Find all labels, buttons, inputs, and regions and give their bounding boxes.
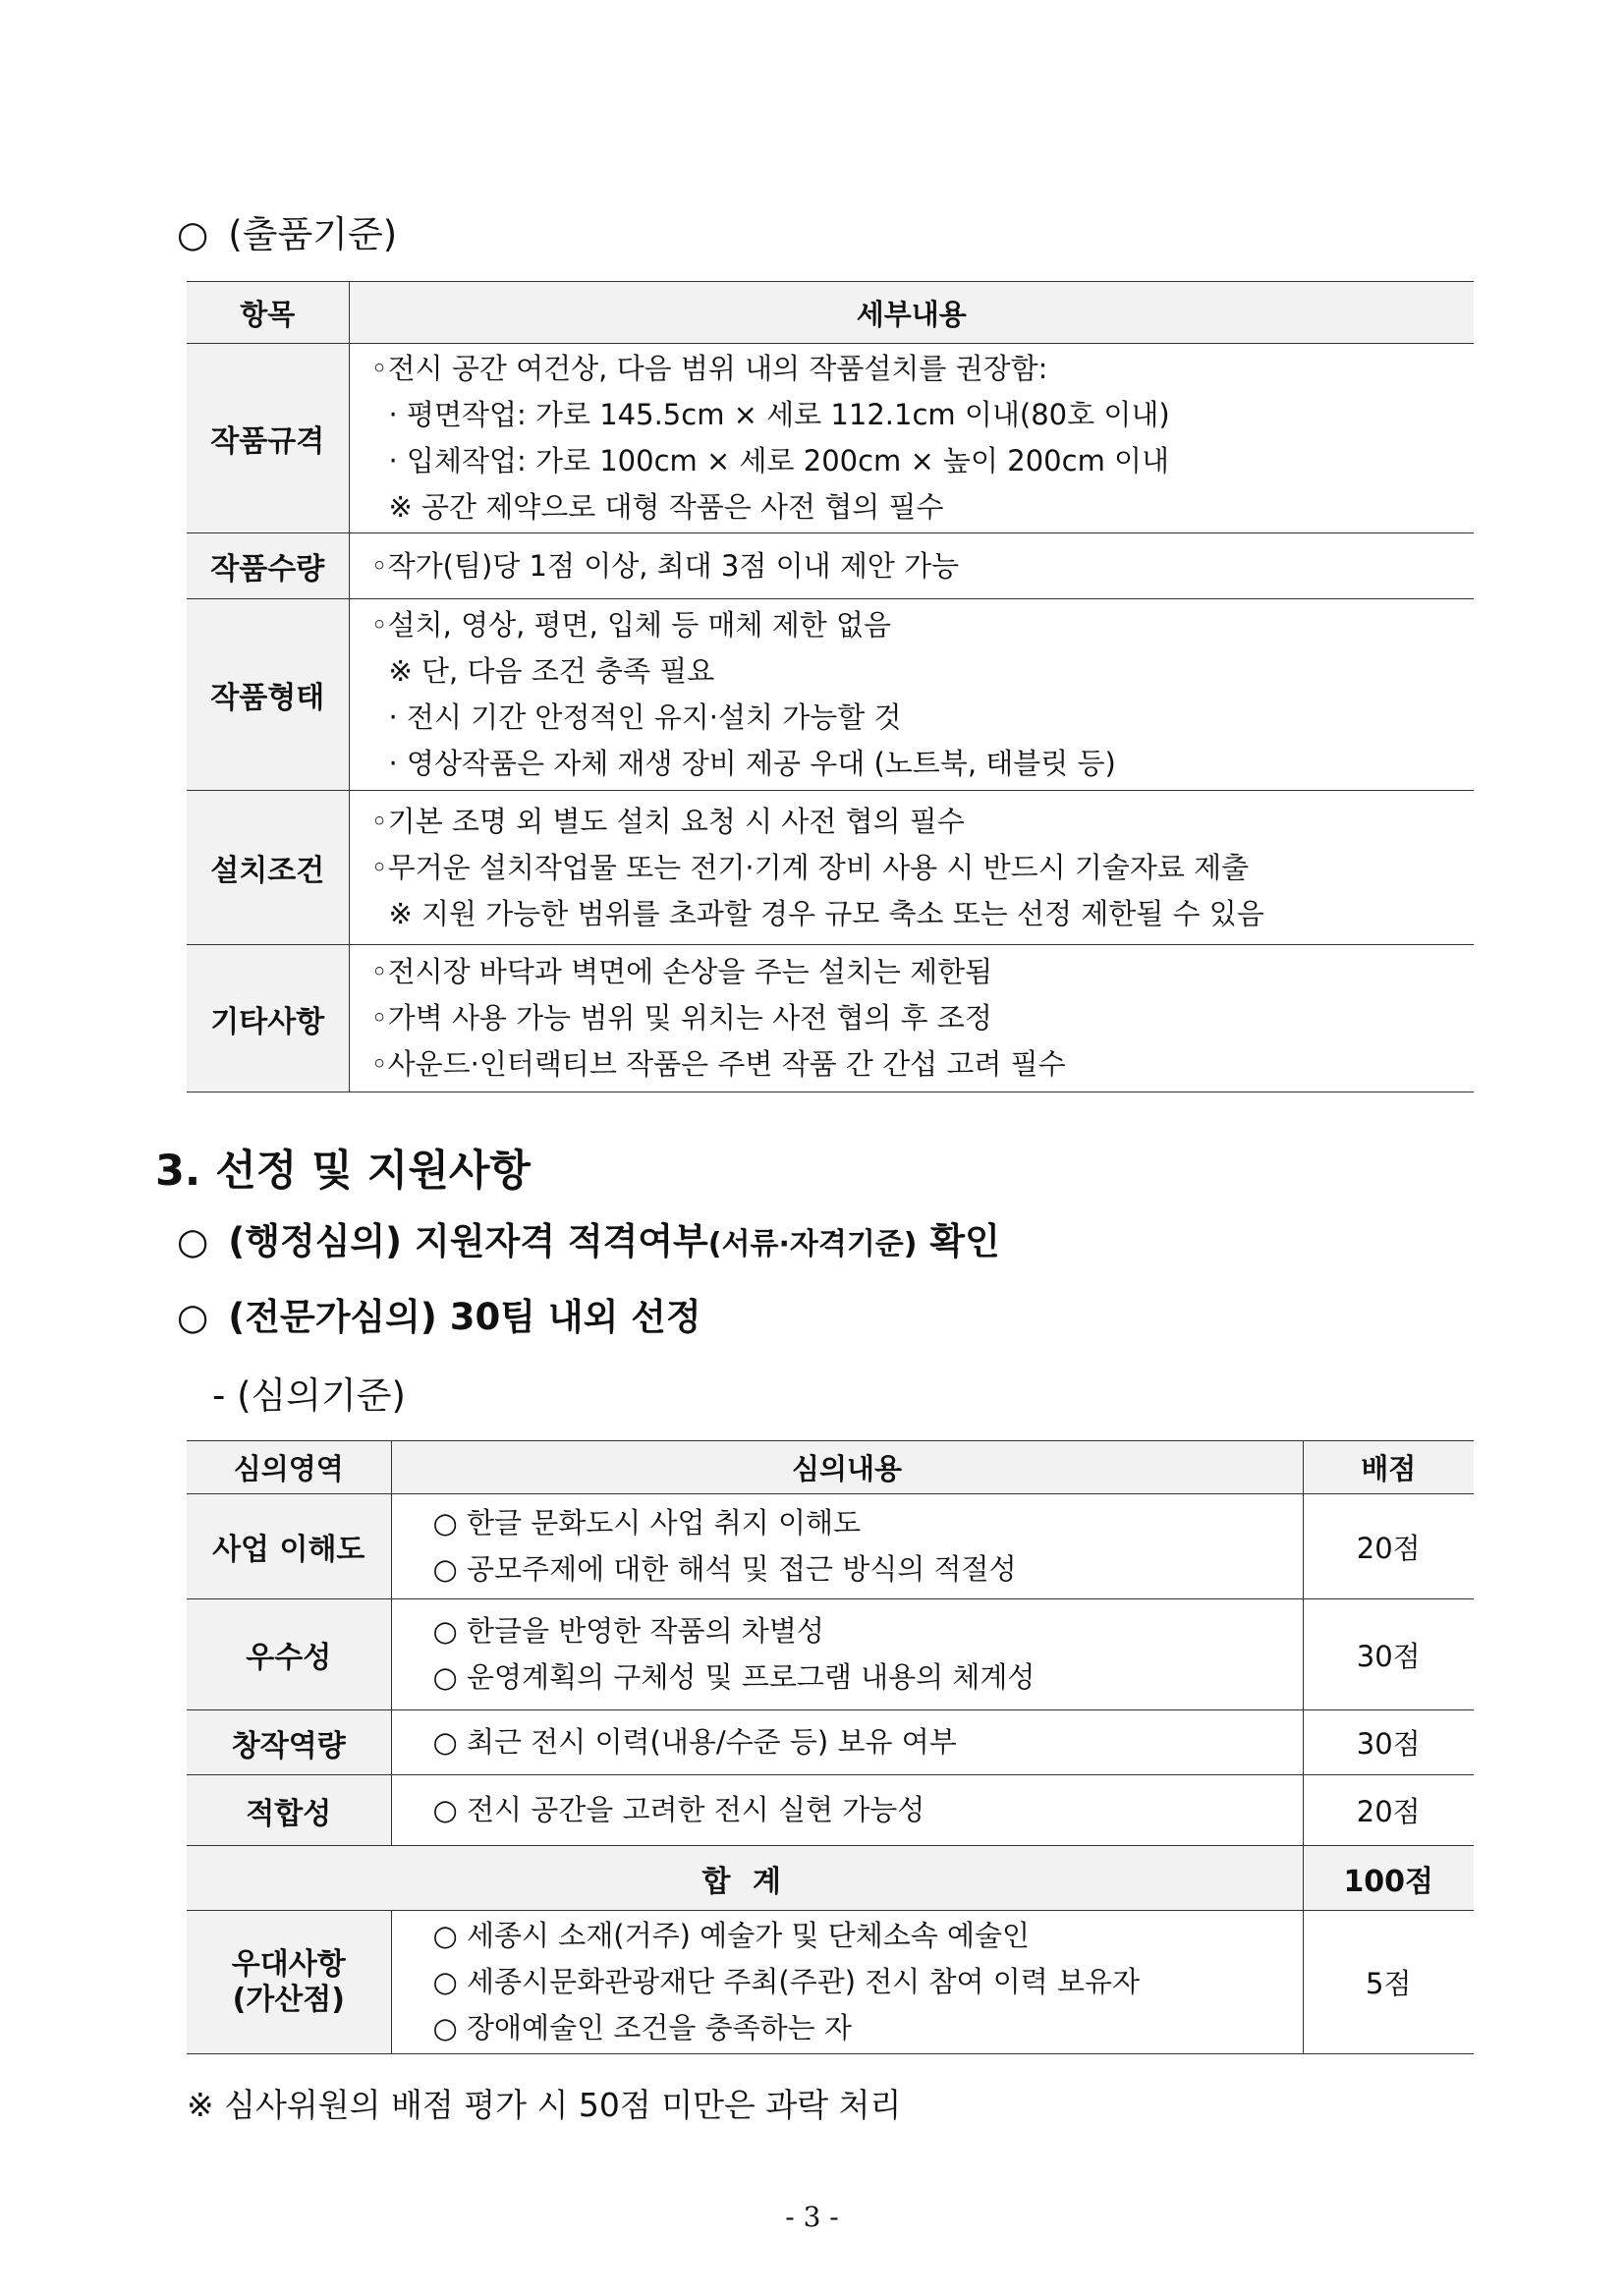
row-label: 창작역량	[187, 1710, 391, 1775]
col-header-area: 심의영역	[187, 1441, 391, 1494]
row-label: 작품규격	[187, 344, 349, 533]
row-label: 기타사항	[187, 945, 349, 1092]
circle-bullet-icon: ○	[177, 1220, 209, 1262]
col-header-content: 심의내용	[391, 1441, 1303, 1494]
cutoff-note: ※ 심사위원의 배점 평가 시 50점 미만은 과락 처리	[187, 2086, 902, 2124]
row-content: ◦설치, 영상, 평면, 입체 등 매체 제한 없음 ※ 단, 다음 조건 충족 필요 · 전시 기간 안정적인 유지·설치 가능할 것 · 영상작품은 자체 재생 장비 제공 우대 (노트북, 태블릿 등)	[349, 599, 1474, 791]
page-number: - 3 -	[785, 2201, 839, 2233]
col-header-score: 배점	[1303, 1441, 1474, 1494]
submission-criteria-table	[187, 281, 1474, 1092]
section-3-title: 3. 선정 및 지원사항	[155, 1147, 531, 1196]
row-label: 사업 이해도	[187, 1494, 391, 1599]
row-score: 20점	[1303, 1494, 1474, 1599]
review-criteria-subheading: - (심의기준)	[212, 1374, 406, 1417]
table-row	[187, 945, 1474, 1092]
admin-review-item: ○ (행정심의) 지원자격 적격여부(서류·자격기준) 확인	[177, 1220, 1000, 1262]
bonus-row	[187, 1911, 1474, 2054]
row-content: ◦전시장 바닥과 벽면에 손상을 주는 설치는 제한됨 ◦가벽 사용 가능 범위 및 위치는 사전 협의 후 조정 ◦사운드·인터랙티브 작품은 주변 작품 간 간섭 고려 필수	[349, 945, 1474, 1092]
table-header-row	[187, 282, 1474, 344]
circle-bullet-icon: ○	[177, 213, 209, 255]
row-content: ○ 전시 공간을 고려한 전시 실현 가능성	[391, 1775, 1303, 1846]
row-content: ◦작가(팀)당 1점 이상, 최대 3점 이내 제안 가능	[349, 533, 1474, 599]
review-criteria-table	[187, 1440, 1474, 2054]
table-row	[187, 1775, 1474, 1846]
total-label: 합 계	[187, 1846, 1303, 1911]
row-label: 우수성	[187, 1599, 391, 1710]
table-row	[187, 1494, 1474, 1599]
criteria-heading: ○ (출품기준)	[177, 213, 398, 255]
total-score: 100점	[1303, 1846, 1474, 1911]
table-row	[187, 599, 1474, 791]
bonus-score: 5점	[1303, 1911, 1474, 2054]
row-content: ○ 한글을 반영한 작품의 차별성 ○ 운영계획의 구체성 및 프로그램 내용의 체계성	[391, 1599, 1303, 1710]
row-score: 30점	[1303, 1599, 1474, 1710]
circle-bullet-icon: ○	[177, 1296, 209, 1338]
row-content: ○ 최근 전시 이력(내용/수준 등) 보유 여부	[391, 1710, 1303, 1775]
col-header-detail: 세부내용	[349, 282, 1474, 344]
row-score: 30점	[1303, 1710, 1474, 1775]
row-content: ◦전시 공간 여건상, 다음 범위 내의 작품설치를 권장함: · 평면작업: 가로 145.5cm × 세로 112.1cm 이내(80호 이내) · 입체작업: 가로 100cm × 세로 200cm × 높이 200cm 이내 ※ 공간 제약으로 대형 작품은 사전 협의 필수	[349, 344, 1474, 533]
table-header-row	[187, 1441, 1474, 1494]
row-content: ○ 한글 문화도시 사업 취지 이해도 ○ 공모주제에 대한 해석 및 접근 방식의 적절성	[391, 1494, 1303, 1599]
row-label: 작품수량	[187, 533, 349, 599]
row-score: 20점	[1303, 1775, 1474, 1846]
row-label: 적합성	[187, 1775, 391, 1846]
row-label: 설치조건	[187, 791, 349, 945]
row-label: 작품형태	[187, 599, 349, 791]
table-row	[187, 1599, 1474, 1710]
expert-review-item: ○ (전문가심의) 30팀 내외 선정	[177, 1296, 701, 1338]
row-content: ◦기본 조명 외 별도 설치 요청 시 사전 협의 필수 ◦무거운 설치작업물 또는 전기·기계 장비 사용 시 반드시 기술자료 제출 ※ 지원 가능한 범위를 초과할 경우 규모 축소 또는 선정 제한될 수 있음	[349, 791, 1474, 945]
total-row	[187, 1846, 1474, 1911]
table-row	[187, 1710, 1474, 1775]
bonus-label: 우대사항 (가산점)	[187, 1911, 391, 2054]
table-row	[187, 344, 1474, 533]
table-row	[187, 533, 1474, 599]
table-row	[187, 791, 1474, 945]
bonus-content: ○ 세종시 소재(거주) 예술가 및 단체소속 예술인 ○ 세종시문화관광재단 주최(주관) 전시 참여 이력 보유자 ○ 장애예술인 조건을 충족하는 자	[391, 1911, 1303, 2054]
col-header-item: 항목	[187, 282, 349, 344]
